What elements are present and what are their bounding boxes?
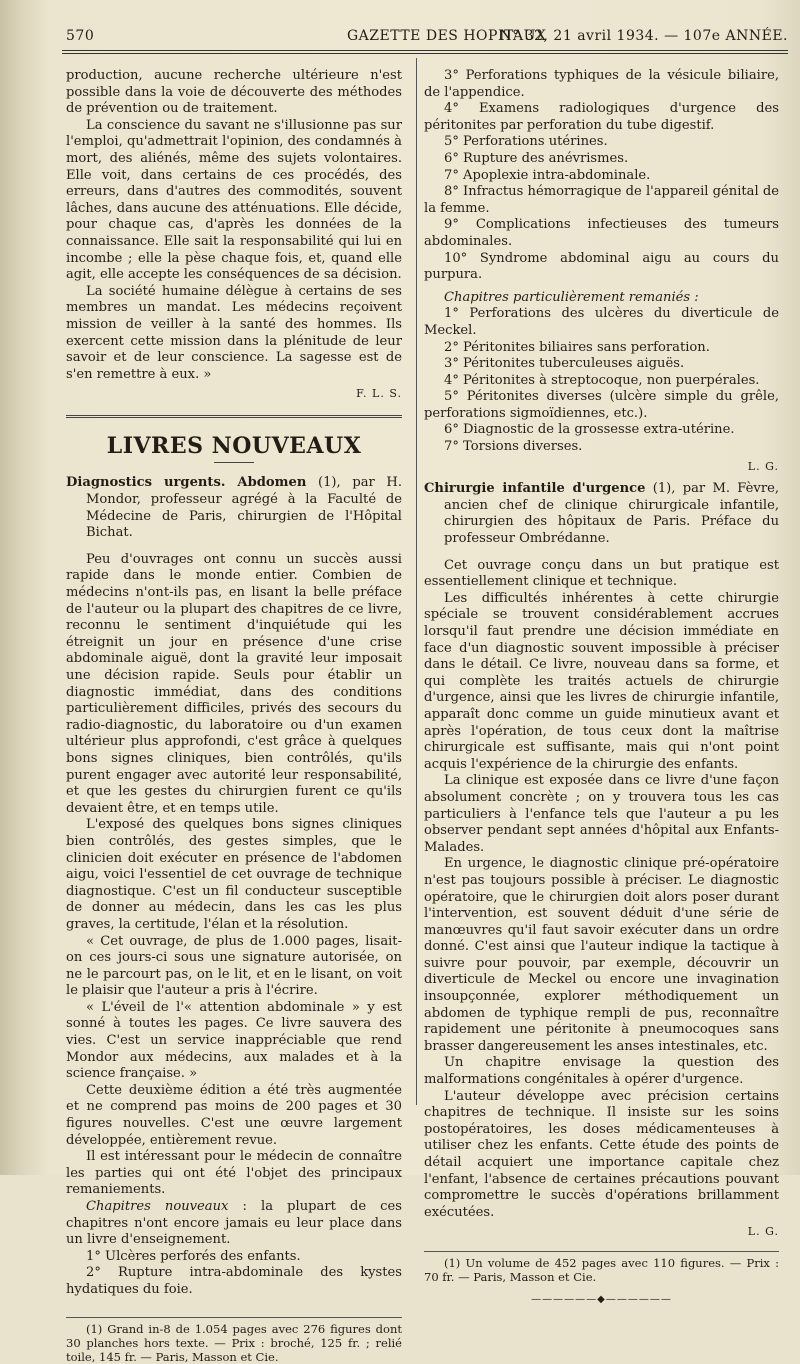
paragraph: Chapitres nouveaux : la plupart de ces chapitres n'ont encore jamais eu leur place dans un livre d'enseignement.: [66, 1199, 402, 1248]
list-item: 6° Diagnostic de la grossesse extra-utérine.: [444, 422, 735, 438]
paragraph: La clinique est exposée dans ce livre d'une façon absolument concrète ; on y trouvera tous les cas particuliers à l'enfance tels que l'auteur a pu les observer pendant sept années d'hôpital aux Enfants-Malades.: [424, 773, 779, 855]
header-rule: [62, 50, 788, 54]
list-item: 5° Péritonites diverses (ulcère simple du grêle, perforations sigmoïdiennes, etc.).: [424, 389, 779, 421]
paragraph: Les difficultés inhérentes à cette chirurgie spéciale se trouvent considérablement accrues lorsqu'il faut prendre une décision immédiate en face d'un diagnostic souvent impossible à préciser dans le détail. Ce livre, nouveau dans sa forme, et qui complète les traités actuels de chirurgie d'urgence, ainsi que les livres de chirurgie infantile, apparaît donc comme un guide minutieux avant et après l'opération, de tous ceux dont la maîtrise chirurgicale est suffisante, mais qui n'ont point acquis l'expérience de la chirurgie des enfants.: [424, 590, 779, 772]
review-heading: [424, 481, 779, 547]
paragraph: L'auteur développe avec précision certains chapitres de technique. Il insiste sur les soins postopératoires, les doses médicamenteuses à utiliser chez les enfants. Cette étude des points de détail acquiert une importance capitale chez l'enfant, l'absence de certaines précautions pouvant compromettre le succès d'opérations brillamment exécutées.: [424, 1088, 779, 1220]
section-title: LIVRES NOUVEAUX: [106, 432, 362, 459]
section-rule: [66, 415, 402, 418]
list-item: 6° Rupture des anévrismes.: [444, 150, 629, 166]
paragraph: Il est intéressant pour le médecin de connaître les parties qui ont été l'objet des principaux remaniements.: [66, 1149, 402, 1198]
list-item: 4° Péritonites à streptocoque, non puerpérales.: [444, 372, 760, 388]
list-item: 3° Péritonites tuberculeuses aiguës.: [444, 356, 685, 372]
author-initials: F. L. S.: [356, 387, 402, 401]
list-item: 3° Perforations typhiques de la vésicule biliaire, de l'appendice.: [424, 68, 779, 100]
paragraph: L'exposé des quelques bons signes cliniques bien contrôlés, des gestes simples, que le clinicien doit exécuter en présence de l'abdomen aigu, voici l'essentiel de cet ouvrage de technique diagnostique. C'est un fil conducteur susceptible de donner au médecin, dans les cas les plus graves, la certitude, l'élan et la résolution.: [66, 817, 402, 932]
paragraph: En urgence, le diagnostic clinique pré-opératoire n'est pas toujours possible à préciser. Le diagnostic opératoire, que le chirurgien doit alors poser durant l'intervention, est souvent déduit d'une série de manœuvres qu'il faut savoir exécuter dans un ordre donné. C'est ainsi que l'auteur indique la tactique à suivre pour pouvoir, par exemple, découvrir un diverticule de Meckel ou encore une invagination insoupçonnée, explorer méthodiquement un abdomen de typhique rempli de pus, reconnaître rapidement une péritonite à pneumocoques sans brasser dangereusement les anses intestinales, etc.: [424, 856, 779, 1054]
paragraph: « Cet ouvrage, de plus de 1.000 pages, lisait-on ces jours-ci sous une signature autorisée, on ne le parcourt pas, on le lit, et en le lisant, on voit le plaisir que l'auteur a pris à l'écrire.: [66, 933, 402, 999]
footnote: (1) Grand in-8 de 1.054 pages avec 276 figures dont 30 planches hors texte. — Prix : broché, 125 fr. ; relié toile, 145 fr. — Paris, Masson et Cie.: [66, 1321, 402, 1364]
paragraph: Peu d'ouvrages ont connu un succès aussi rapide dans le monde entier. Combien de médecins n'ont-ils pas, en lisant la belle préface de l'auteur ou la plupart des chapitres de ce livre, reconnu le sentiment d'inquiétude qui les étreignit un jour en présence d'une crise abdominale aiguë, dont la gravité leur imposait une décision rapide. Seuls pour établir un diagnostic immédiat, dans des conditions particulièrement difficiles, privés des secours du radio-diagnostic, du laboratoire ou d'un examen ultérieur plus approfondi, c'est grâce à quelques bons signes cliniques, bien contrôlés, qu'ils purent engager avec autorité leur responsabilité, et que les gestes du chirurgien furent ce qu'ils devaient être, et en temps utile.: [66, 551, 402, 816]
paragraph: « L'éveil de l'« attention abdominale » y est sonné à toutes les pages. Ce livre sauvera des vies. C'est un service inappréciable que rend Mondor aux médecins, aux malades et à la science française. »: [66, 999, 402, 1082]
page-number: 570: [66, 28, 95, 44]
chapters-label: Chapitres nouveaux: [86, 1199, 229, 1214]
author-initials: L. G.: [747, 1225, 779, 1239]
paragraph: Cette deuxième édition a été très augmentée et ne comprend pas moins de 200 pages et 30 figures nouvelles. C'est une œuvre largement développée, entièrement revue.: [66, 1082, 402, 1148]
list-item: 1° Perforations des ulcères du diverticule de Meckel.: [424, 306, 779, 338]
footnote-rule: [424, 1251, 779, 1252]
review-byline: (1), par H. Mondor, professeur agrégé à la Faculté de Médecine de Paris, chirurgien de l'Hôpital Bichat.: [86, 475, 402, 541]
title-rule: [214, 462, 254, 463]
right-column: [424, 68, 779, 1309]
footnote: (1) Un volume de 452 pages avec 110 figures. — Prix : 70 fr. — Paris, Masson et Cie.: [424, 1255, 779, 1284]
list-item: 2° Péritonites biliaires sans perforation.: [444, 339, 710, 355]
review-byline: (1), par M. Fèvre, ancien chef de clinique chirurgicale infantile, chirurgien des hôpitaux de Paris. Préface du professeur Ombrédanne.: [444, 481, 779, 547]
page-header: [62, 28, 788, 50]
left-column: [66, 68, 402, 1364]
paragraph: production, aucune recherche ultérieure n'est possible dans la voie de découverte des méthodes de prévention ou de traitement.: [66, 68, 402, 117]
list-item: 7° Apoplexie intra-abdominale.: [444, 167, 651, 183]
column-divider: [416, 58, 417, 1105]
footnote-rule: [66, 1317, 402, 1318]
list-item: 8° Infractus hémorragique de l'appareil génital de la femme.: [424, 184, 779, 216]
review-heading: [66, 475, 402, 541]
list-item: 9° Complications infectieuses des tumeurs abdominales.: [424, 217, 779, 249]
review-title: Diagnostics urgents. Abdomen: [66, 475, 307, 491]
remanies-label: Chapitres particulièrement remaniés :: [444, 289, 699, 305]
paragraph: La conscience du savant ne s'illusionne pas sur l'emploi, qu'admettrait l'opinion, des condamnés à mort, des aliénés, même des sujets volontaires. Elle voit, dans certains de ces procédés, des erreurs, dans d'autres des commodités, souvent lâches, dans aucune des atténuations. Elle décide, pour chaque cas, d'après les données de la connaissance. Elle sait la responsabilité qui lui en incombe ; elle la pèse chaque fois, et, quand elle agit, elle accepte les conséquences de sa décision.: [66, 117, 402, 283]
end-ornament: ——————◆——————: [531, 1293, 672, 1305]
list-item: 10° Syndrome abdominal aigu au cours du purpura.: [424, 250, 779, 283]
review-title: Chirurgie infantile d'urgence: [424, 481, 646, 497]
paragraph: Cet ouvrage conçu dans un but pratique est essentiellement clinique et technique.: [424, 557, 779, 590]
list-item: 7° Torsions diverses.: [444, 439, 583, 455]
paragraph: Un chapitre envisage la question des malformations congénitales à opérer d'urgence.: [424, 1055, 779, 1088]
list-item: 5° Perforations utérines.: [444, 134, 608, 150]
journal-title: GAZETTE DES HOPITAUX: [347, 28, 547, 44]
issue-info: N° 32, 21 avril 1934. — 107e ANNÉE.: [499, 28, 788, 44]
list-item: 4° Examens radiologiques d'urgence des péritonites par perforation du tube digestif.: [424, 101, 779, 133]
paragraph: La société humaine délègue à certains de ses membres un mandat. Les médecins reçoivent mission de veiller à la santé des hommes. Ils exercent cette mission dans la plénitude de leur savoir et de leur conscience. La sagesse est de s'en remettre à eux. »: [66, 283, 402, 382]
author-initials: L. G.: [747, 459, 779, 473]
list-item: 2° Rupture intra-abdominale des kystes hydatiques du foie.: [66, 1265, 402, 1297]
list-item: 1° Ulcères perforés des enfants.: [86, 1248, 301, 1264]
